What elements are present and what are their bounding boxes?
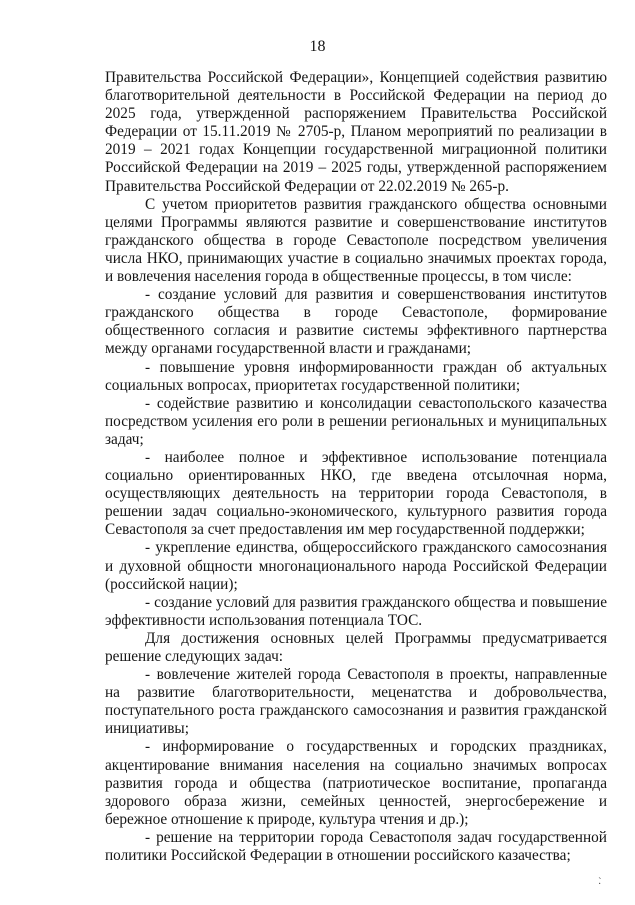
list-item-task-3: - решение на территории города Севастополя задач государственной политики Российской Федерации в отношении российского казачества; (105, 828, 607, 865)
paragraph-tasks-intro: Для достижения основных целей Программы предусматривается решение следующих задач: (105, 629, 607, 665)
list-item-task-1: - вовлечение жителей города Севастополя в проекты, направленные на развитие благотворительности, меценатства и добровольчества, поступательного роста гражданского самосознания и развития гражданской инициативы; (105, 666, 607, 738)
document-body (105, 69, 607, 865)
paragraph-2: С учетом приоритетов развития гражданского общества основными целями Программы являются развитие и совершенствование институтов гражданского общества в городе Севастополе посредством увеличения числа НКО, принимающих участие в социально значимых проектах города, и вовлечения населения города в общественные процессы, в том числе: (105, 195, 607, 286)
paragraph-1: Правительства Российской Федерации», Концепцией содействия развитию благотворительной деятельности в Российской Федерации на период до 2025 года, утвержденной распоряжением Правительства Российской Федерации от 15.11.2019 № 2705-р, Планом мероприятий по реализации в 2019 – 2021 годах Концепции государственной миграционной политики Российской Федерации на 2019 – 2025 годы, утвержденной распоряжением Правительства Российской Федерации от 22.02.2019 № 265-р. (105, 69, 607, 195)
page-number: 18 (309, 38, 326, 55)
corner-mark: ·̀ (598, 879, 602, 890)
list-item-goal-2: - повышение уровня информированности граждан об актуальных социальных вопросах, приоритетах государственной политики; (105, 358, 607, 394)
list-item-goal-4: - наиболее полное и эффективное использование потенциала социально ориентированных НКО, где введена отсылочная норма, осуществляющих деятельность на территории города Севастополя, в решении задач социально-экономического, культурного развития города Севастополя за счет предоставления им мер государственной поддержки; (105, 448, 607, 539)
list-item-goal-6: - создание условий для развития гражданского общества и повышение эффективности использования потенциала ТОС. (105, 593, 607, 629)
list-item-goal-1: - создание условий для развития и совершенствования институтов гражданского общества в городе Севастополе, формирование общественного согласия и развитие системы эффективного партнерства между органами государственной власти и гражданами; (105, 286, 607, 358)
list-item-task-2: - информирование о государственных и городских праздниках, акцентирование внимания населения на социально значимых вопросах развития города и общества (патриотическое воспитание, пропаганда здорового образа жизни, семейных ценностей, энергосбережение и бережное отношение к природе, культура чтения и др.); (105, 738, 607, 828)
list-item-goal-3: - содействие развитию и консолидации севастопольского казачества посредством усиления его роли в решении региональных и муниципальных задач; (105, 394, 607, 448)
list-item-goal-5: - укрепление единства, общероссийского гражданского самосознания и духовной общности многонационального народа Российской Федерации (российской нации); (105, 539, 607, 593)
